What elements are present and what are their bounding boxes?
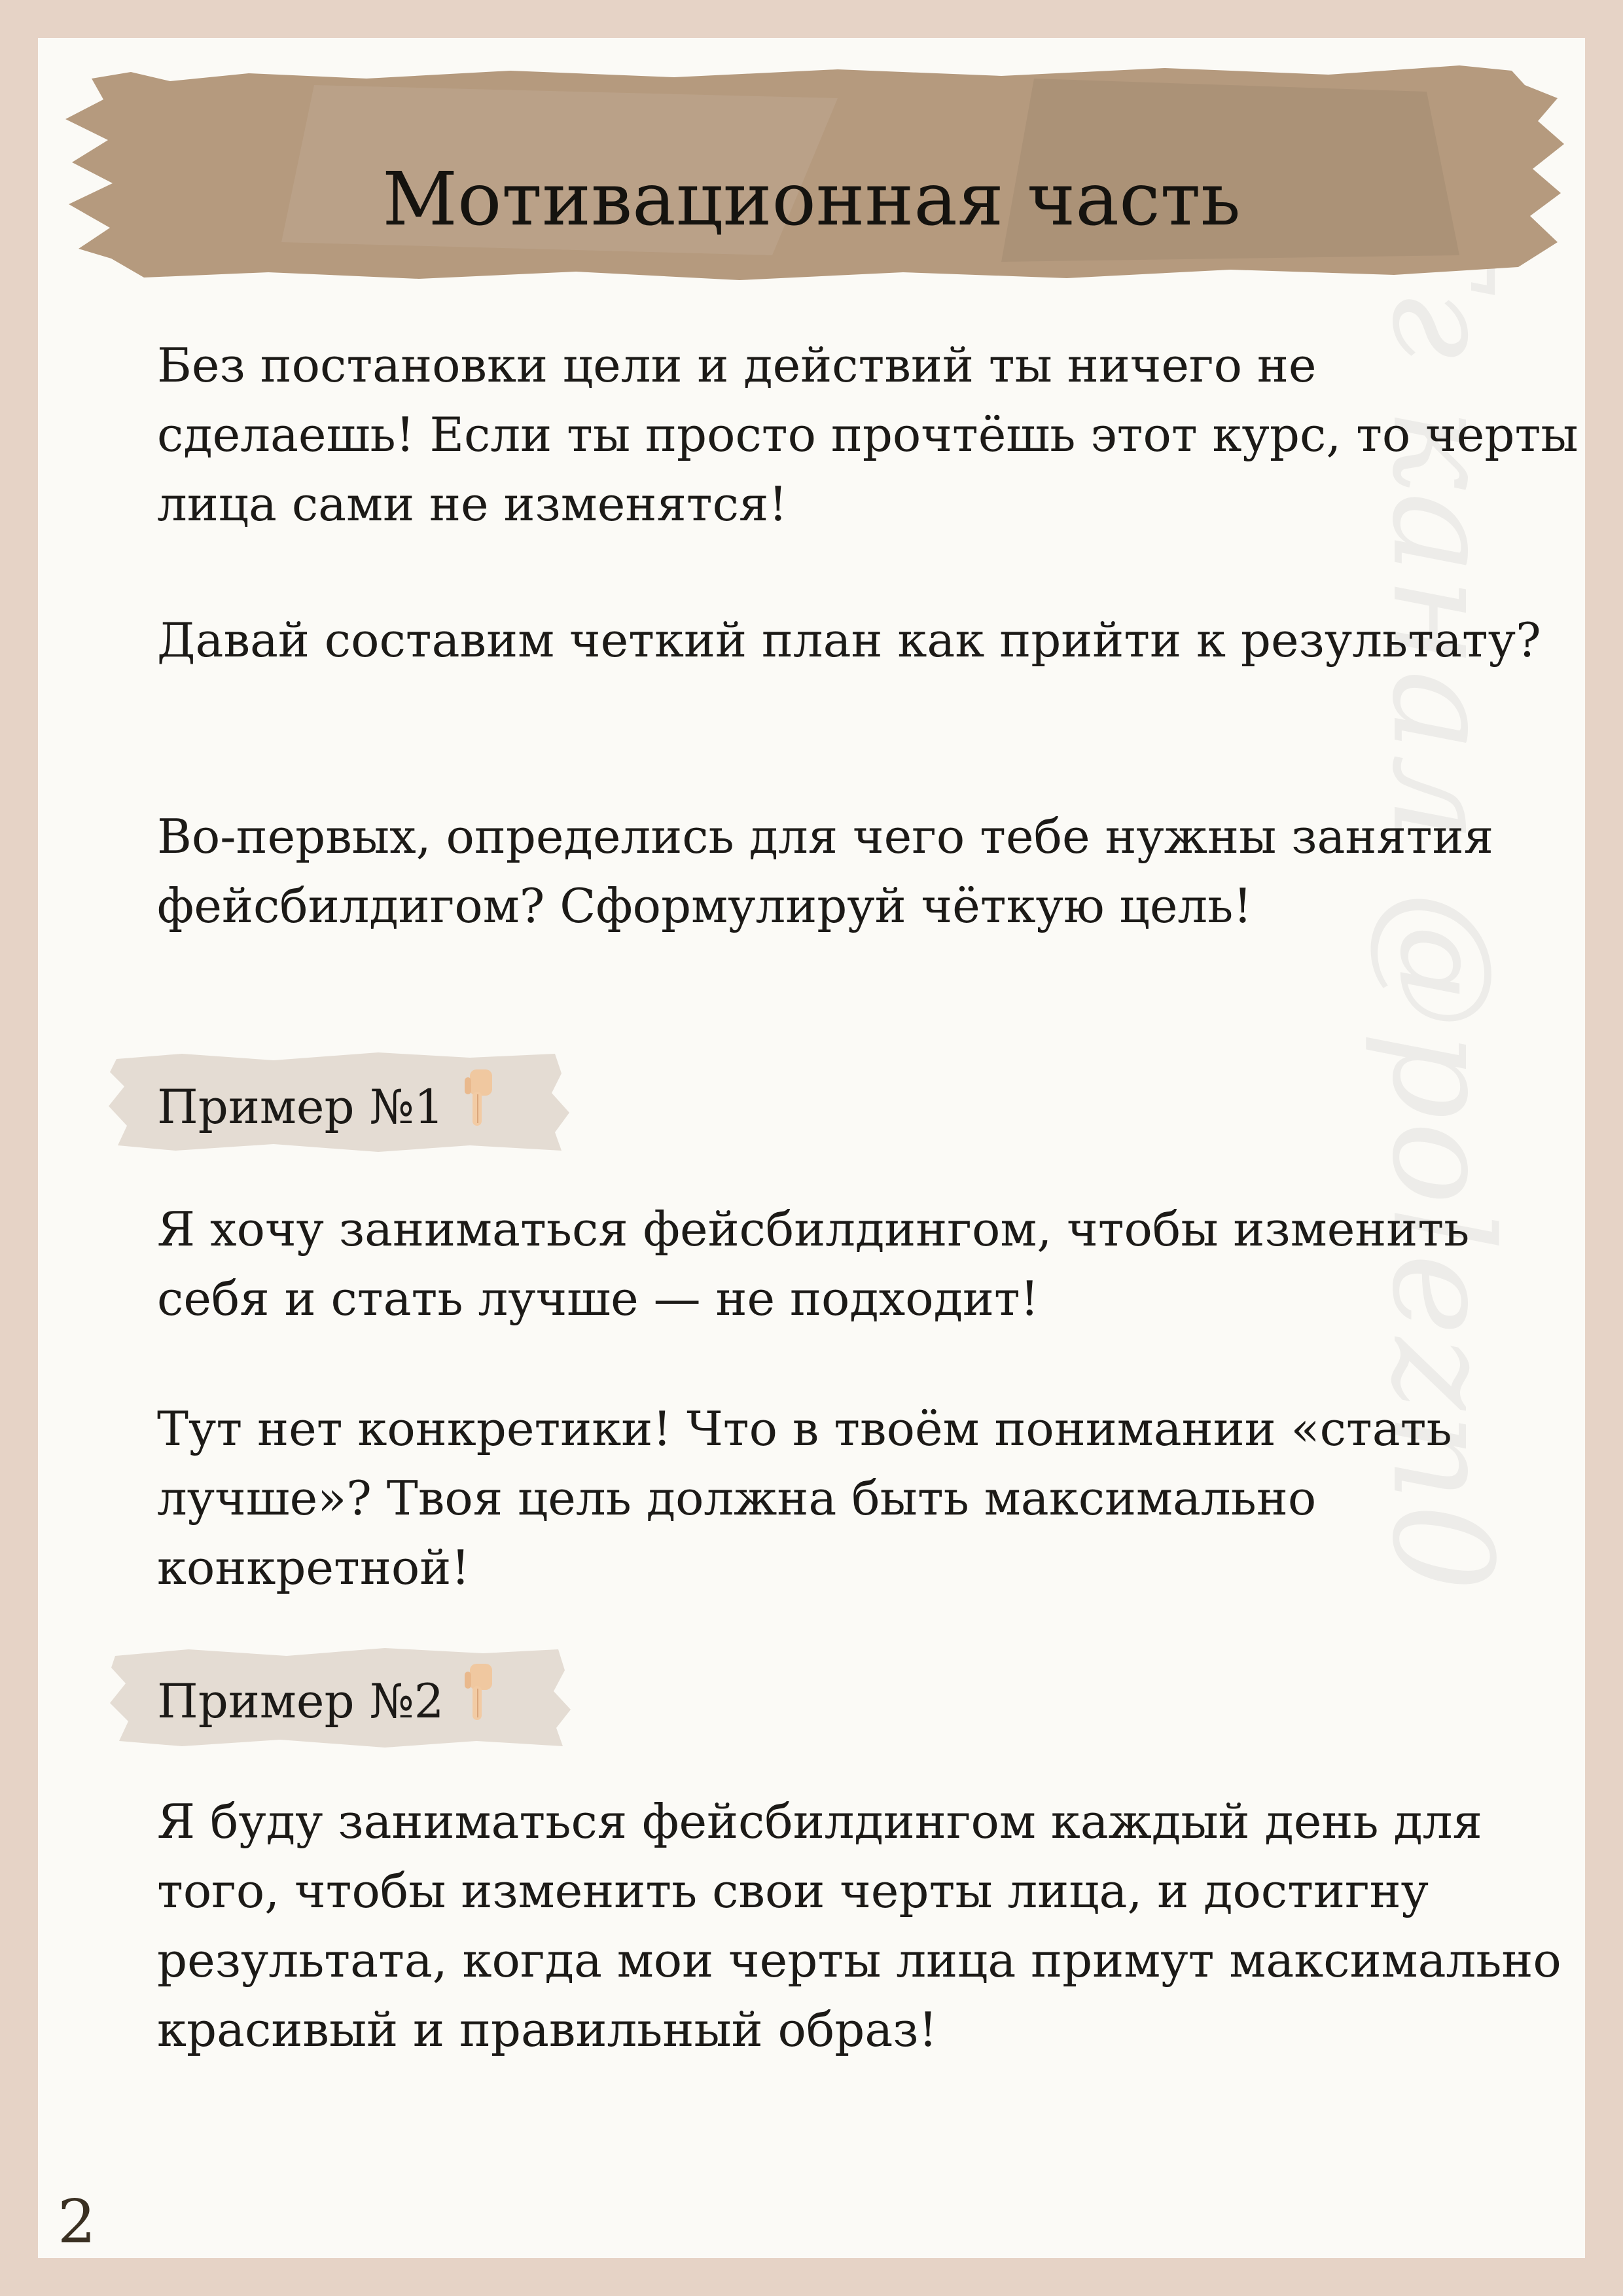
example-1-label: Пример №1 [157, 1079, 444, 1134]
pointing-down-hand-icon [458, 1662, 496, 1723]
paragraph-good-example: Я буду заниматься фейсбилдингом каждый день для того, чтобы изменить свои черты лица, и достигну результата, когда мои черты лица примут максимально красивый и правильный образ! [157, 1794, 1561, 2057]
example-1-heading [157, 1068, 496, 1141]
pointing-down-hand-icon [458, 1068, 496, 1128]
paragraph-intro: Без постановки цели и действий ты ничего не сделаешь! Если ты просто прочтёшь этот курс, то черты лица сами не изменятся! [157, 338, 1578, 531]
paragraph-bad-example: Я хочу заниматься фейсбилдингом, чтобы изменить себя и стать лучше — не подходит! [157, 1202, 1470, 1326]
page-number: 2 [58, 2187, 96, 2257]
example-2-label: Пример №2 [157, 1674, 444, 1729]
example-2-heading [157, 1662, 496, 1736]
page-title: Мотивационная часть [382, 157, 1241, 242]
paragraph-goal: Во-первых, определись для чего тебе нужны занятия фейсбилдигом? Сформулируй чёткую цель! [157, 809, 1494, 933]
watermark: Тг канал @polezn0 [1362, 195, 1522, 1594]
paragraph-plan: Давай составим четкий план как прийти к результату? [157, 613, 1541, 668]
paragraph-explanation: Тут нет конкретики! Что в твоём понимании «стать лучше»? Твоя цель должна быть максимально конкретной! [157, 1401, 1452, 1595]
